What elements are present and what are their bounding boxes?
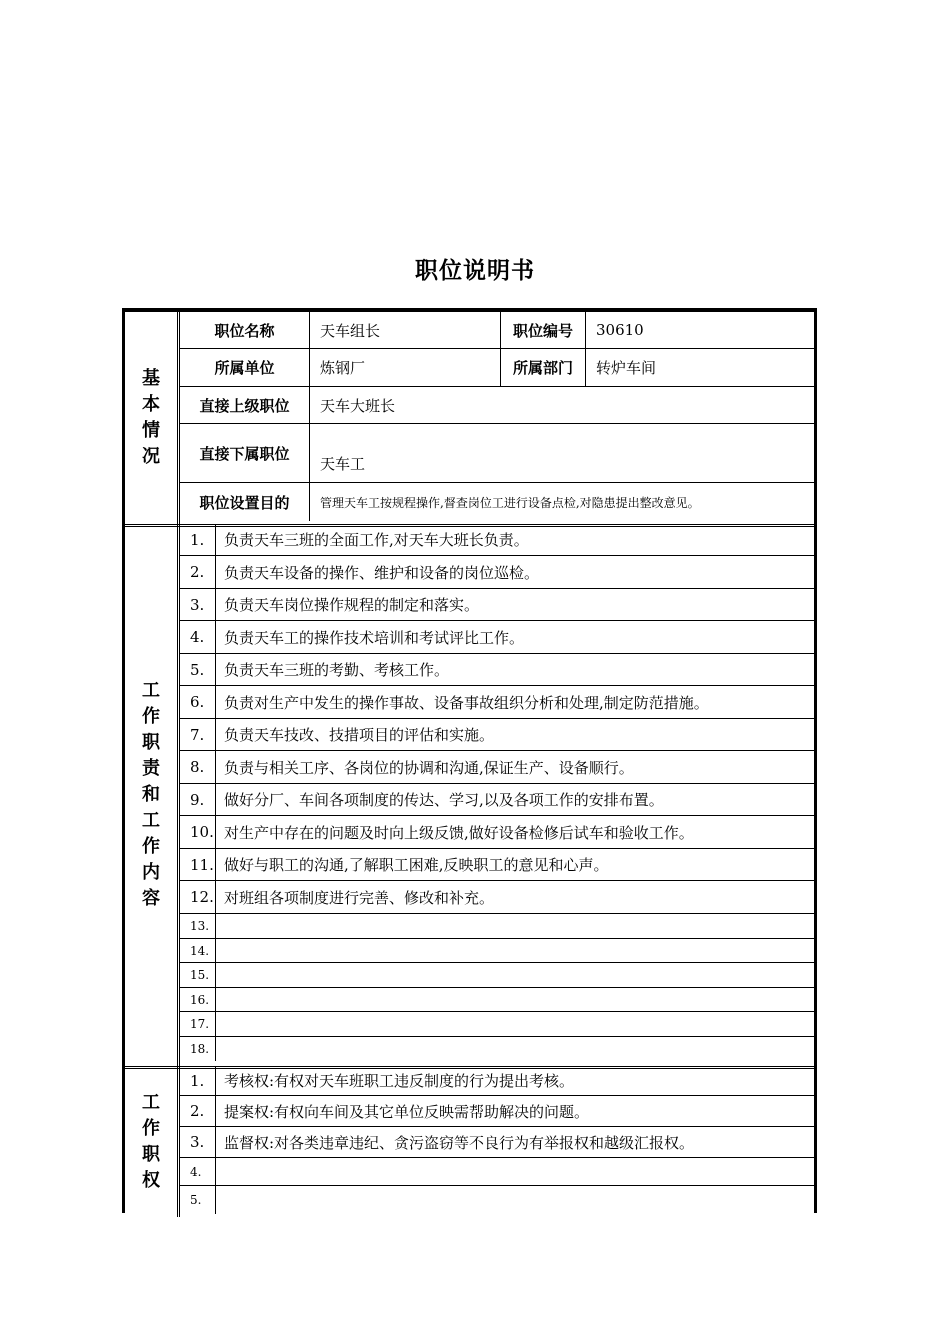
position-name-label: 职位名称 <box>180 312 310 348</box>
purpose-label: 职位设置目的 <box>180 483 310 521</box>
duty-number: 5. <box>180 654 216 685</box>
authority-row <box>180 1186 814 1214</box>
authority-text <box>216 1186 814 1214</box>
duty-row <box>180 524 814 556</box>
duty-number: 17. <box>180 1012 216 1036</box>
duty-text <box>216 988 814 1011</box>
unit-row <box>180 349 814 387</box>
duty-row <box>180 914 814 939</box>
duty-number: 15. <box>180 963 216 987</box>
duty-row <box>180 939 814 963</box>
authority-row <box>180 1158 814 1186</box>
authority-text <box>216 1158 814 1185</box>
side-char: 容 <box>142 888 160 909</box>
position-code-value: 30610 <box>596 321 644 339</box>
authority-row <box>180 1096 814 1127</box>
duty-row <box>180 751 814 784</box>
duty-row <box>180 963 814 988</box>
job-description-table <box>122 308 817 1213</box>
side-char: 职 <box>142 732 160 753</box>
subordinate-label: 直接下属职位 <box>180 424 310 482</box>
duty-text: 对班组各项制度进行完善、修改和补充。 <box>224 888 495 907</box>
duty-text: 负责天车设备的操作、维护和设备的岗位巡检。 <box>224 563 540 582</box>
duty-text: 做好分厂、车间各项制度的传达、学习,以及各项工作的安排布置。 <box>224 791 664 809</box>
duty-text <box>216 1012 814 1036</box>
purpose-value: 管理天车工按规程操作,督查岗位工进行设备点检,对隐患提出整改意见。 <box>320 495 700 510</box>
dept-label: 所属部门 <box>501 349 586 386</box>
duty-text: 负责天车三班的考勤、考核工作。 <box>224 661 450 679</box>
duty-number: 4. <box>180 621 216 653</box>
authority-number: 1. <box>180 1066 216 1095</box>
duty-number: 2. <box>180 556 216 588</box>
duties-section <box>125 524 814 1069</box>
duty-row <box>180 719 814 751</box>
authority-text: 提案权:有权向车间及其它单位反映需帮助解决的问题。 <box>224 1102 590 1121</box>
duty-row <box>180 849 814 881</box>
duty-row <box>180 988 814 1012</box>
duty-number: 7. <box>180 719 216 750</box>
duty-number: 18. <box>180 1037 216 1061</box>
side-char: 情 <box>142 420 160 441</box>
authority-text: 监督权:对各类违章违纪、贪污盗窃等不良行为有举报权和越级汇报权。 <box>224 1133 695 1152</box>
side-char: 工 <box>142 1091 160 1113</box>
subordinate-row <box>180 424 814 483</box>
duty-row <box>180 881 814 914</box>
side-char: 作 <box>142 1117 160 1139</box>
subordinate-value: 天车工 <box>320 455 366 473</box>
duty-number: 13. <box>180 914 216 938</box>
duty-row <box>180 556 814 589</box>
authority-row <box>180 1066 814 1096</box>
superior-value: 天车大班长 <box>320 396 396 415</box>
duty-row <box>180 686 814 719</box>
duty-number: 10. <box>180 816 216 848</box>
authority-number: 3. <box>180 1127 216 1157</box>
position-code-label: 职位编号 <box>501 312 586 348</box>
duty-text: 负责天车工的操作技术培训和考试评比工作。 <box>224 628 525 647</box>
duty-number: 11. <box>180 849 216 880</box>
superior-row <box>180 387 814 424</box>
position-name-row <box>180 312 814 349</box>
duty-number: 3. <box>180 589 216 620</box>
duty-text: 负责对生产中发生的操作事故、设备事故组织分析和处理,制定防范措施。 <box>224 693 709 712</box>
duty-number: 14. <box>180 939 216 962</box>
duty-text: 做好与职工的沟通,了解职工困难,反映职工的意见和心声。 <box>224 856 609 874</box>
authority-text: 考核权:有权对天车班职工违反制度的行为提出考核。 <box>224 1072 575 1090</box>
duty-number: 12. <box>180 881 216 913</box>
duty-text: 负责天车岗位操作规程的制定和落实。 <box>224 596 480 614</box>
duty-text <box>216 914 814 938</box>
purpose-row <box>180 483 814 521</box>
authority-number: 2. <box>180 1096 216 1126</box>
side-char: 内 <box>142 862 160 883</box>
side-char: 工 <box>142 810 160 831</box>
side-char: 权 <box>142 1169 160 1191</box>
duty-row <box>180 1037 814 1061</box>
dept-value: 转炉车间 <box>596 359 657 377</box>
authority-side-label <box>125 1066 180 1217</box>
authority-number: 4. <box>180 1158 216 1185</box>
duty-number: 1. <box>180 524 216 555</box>
position-name-value: 天车组长 <box>310 312 501 348</box>
side-char: 况 <box>142 446 160 467</box>
authority-number: 5. <box>180 1186 216 1214</box>
duty-row <box>180 589 814 621</box>
side-char: 作 <box>142 706 160 727</box>
authority-row <box>180 1127 814 1158</box>
superior-label: 直接上级职位 <box>180 387 310 423</box>
duty-row <box>180 784 814 816</box>
duty-text <box>216 1037 814 1061</box>
side-char: 职 <box>142 1143 160 1165</box>
duty-row <box>180 1012 814 1037</box>
page-title: 职位说明书 <box>415 258 535 284</box>
duty-number: 9. <box>180 784 216 815</box>
duty-text: 对生产中存在的问题及时向上级反馈,做好设备检修后试车和验收工作。 <box>224 823 694 842</box>
unit-label: 所属单位 <box>180 349 310 386</box>
duty-row <box>180 816 814 849</box>
duty-row <box>180 654 814 686</box>
side-char: 本 <box>142 394 160 415</box>
side-char: 作 <box>142 836 160 857</box>
authority-section <box>125 1066 814 1217</box>
side-char: 责 <box>142 758 160 779</box>
basic-info-section <box>125 312 814 527</box>
duty-number: 16. <box>180 988 216 1011</box>
duty-text: 负责天车三班的全面工作,对天车大班长负责。 <box>224 531 529 549</box>
duty-row <box>180 621 814 654</box>
side-char: 工 <box>142 680 160 701</box>
duties-side-label <box>125 524 180 1066</box>
unit-value: 炼钢厂 <box>310 349 501 386</box>
duty-text: 负责与相关工序、各岗位的协调和沟通,保证生产、设备顺行。 <box>224 758 634 777</box>
basic-info-side-label <box>125 312 180 524</box>
duty-text <box>216 939 814 962</box>
duty-number: 8. <box>180 751 216 783</box>
side-char: 和 <box>142 784 160 805</box>
duty-text: 负责天车技改、技措项目的评估和实施。 <box>224 726 495 744</box>
duty-number: 6. <box>180 686 216 718</box>
duty-text <box>216 963 814 987</box>
side-char: 基 <box>142 368 160 389</box>
